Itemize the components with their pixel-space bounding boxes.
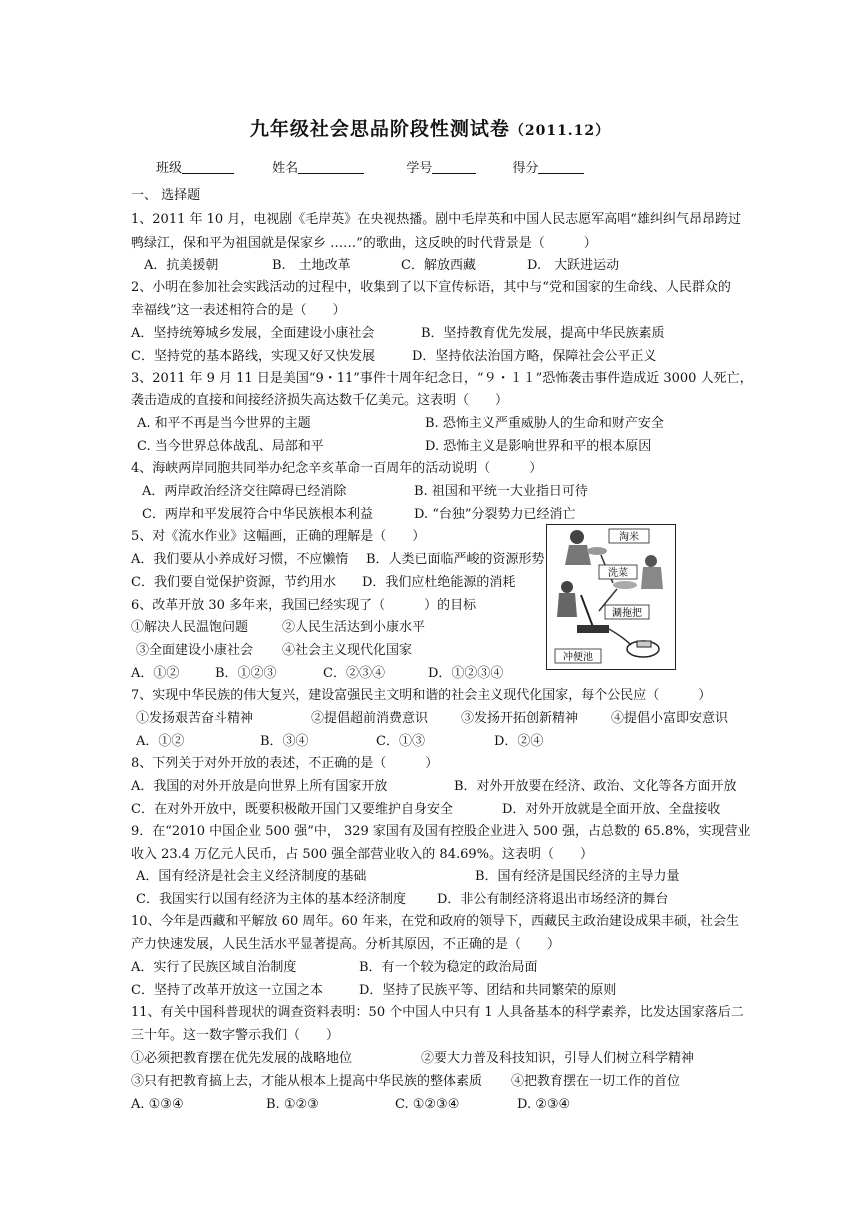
q7-stem-1: 7、实现中华民族的伟大复兴，建设富强民主文明和谐的社会主义现代化国家，每个公民应（ ） [131, 688, 712, 703]
class-field [156, 157, 234, 176]
q1-stem-2: 鸭绿江，保和平为祖国就是保家乡 ……”的歌曲，这反映的时代背景是（ ） [131, 236, 597, 251]
q6-item-4: ④社会主义现代化国家 [282, 643, 413, 658]
q8-option-b: B．对外开放要在经济、政治、文化等各方面开放 [454, 779, 737, 794]
q11-option-d: D. ②③④ [517, 1097, 571, 1112]
q9-option-d: D．非公有制经济将退出市场经济的舞台 [437, 892, 669, 907]
number-label: 学号 [406, 161, 433, 176]
title-text: 九年级社会思品阶段性测试卷 [249, 118, 510, 140]
q8-option-d: D．对外开放就是全面开放、全盘接收 [502, 802, 721, 817]
class-blank[interactable] [182, 161, 234, 174]
basin-1 [587, 547, 607, 555]
q7-item-3: ③发扬开拓创新精神 [461, 711, 579, 726]
q6-item-1: ①解决人民温饱问题 [131, 620, 249, 635]
water-stream-3 [609, 629, 631, 645]
q1-stem-1: 1、2011 年 10 月，电视剧《毛岸英》在央视热播。剧中毛岸英和中国人民志愿军高唱“雄纠纠气昂昂跨过 [131, 212, 741, 227]
q7-item-2: ②提倡超前消费意识 [311, 711, 429, 726]
q11-option-b: B. ①②③ [266, 1097, 319, 1112]
page-title [0, 114, 860, 141]
q11-item-3: ③只有把教育搞上去，才能从根本上提高中华民族的整体素质 [131, 1074, 483, 1089]
pic-label-3: 涮拖把 [612, 608, 642, 619]
q6-item-2: ②人民生活达到小康水平 [282, 620, 426, 635]
q8-option-c: C．在对外开放中，既要积极敞开国门又要维护自身安全 [131, 802, 453, 817]
q5-option-b: B．人类已面临严峻的资源形势 [366, 552, 545, 567]
q5-option-d: D．我们应杜绝能源的消耗 [362, 575, 516, 590]
q6-option-a: A．①② [131, 666, 180, 681]
person-head-3 [561, 581, 573, 593]
q4-option-c: C．两岸和平发展符合中华民族根本利益 [142, 507, 373, 522]
q6-stem-1: 6、改革开放 30 多年来，我国已经实现了（ ）的目标 [131, 598, 477, 613]
q5-option-a: A．我们要从小养成好习惯，不应懒惰 [131, 552, 349, 567]
q3-option-d: D. 恐怖主义是影响世界和平的根本原因 [425, 439, 652, 454]
q3-option-b: B. 恐怖主义严重威胁人的生命和财产安全 [425, 416, 664, 431]
q7-item-4: ④提倡小富即安意识 [611, 711, 729, 726]
q8-stem-1: 8、下列关于对外开放的表述，不正确的是（ ） [131, 756, 439, 771]
q4-option-b: B. 祖国和平统一大业指日可待 [414, 484, 588, 499]
q1-option-a: A．抗美援朝 [144, 258, 219, 273]
score-label: 得分 [512, 161, 539, 176]
q11-option-c: C. ①②③④ [395, 1097, 460, 1112]
person-body-2 [641, 567, 663, 589]
q10-option-b: B．有一个较为稳定的政治局面 [359, 960, 538, 975]
q6-option-b: B．①②③ [215, 666, 277, 681]
person-head-2 [645, 555, 657, 567]
q6-option-d: D．①②③④ [428, 666, 504, 681]
q7-option-c: C．①③ [376, 734, 425, 749]
q7-option-b: B．③④ [260, 734, 309, 749]
q8-option-a: A．我国的对外开放是向世界上所有国家开放 [131, 779, 388, 794]
q7-option-a: A．①② [136, 734, 185, 749]
q11-stem-1: 11、有关中国科普现状的调查资料表明：50 个中国人中只有 1 人具备基本的科学素养，比发达国家落后二 [131, 1005, 744, 1020]
title-year: （2011.12） [509, 123, 611, 139]
toilet-tank [637, 641, 651, 647]
person-body-1 [565, 545, 591, 565]
name-label: 姓名 [272, 161, 299, 176]
score-blank[interactable] [538, 161, 584, 174]
q7-option-d: D．②④ [494, 734, 544, 749]
q1-option-c: C．解放西藏 [401, 258, 476, 273]
q11-option-a: A. ①③④ [131, 1097, 184, 1112]
q9-option-a: A．国有经济是社会主义经济制度的基础 [136, 869, 367, 884]
q5-stem-1: 5、对《流水作业》这幅画，正确的理解是（ ） [131, 529, 426, 544]
person-head-1 [570, 530, 584, 544]
q10-option-c: C．坚持了改革开放这一立国之本 [131, 983, 323, 998]
q4-option-a: A．两岸政治经济交往障碍已经消除 [142, 484, 347, 499]
q9-option-c: C．我国实行以国有经济为主体的基本经济制度 [136, 892, 406, 907]
q11-item-1: ①必须把教育摆在优先发展的战略地位 [131, 1051, 353, 1066]
q10-stem-2: 产力快速发展，人民生活水平显著提高。分析其原因，不正确的是（ ） [131, 937, 561, 952]
q10-option-a: A．实行了民族区域自治制度 [131, 960, 297, 975]
q4-option-d: D. “台独”分裂势力已经消亡 [414, 507, 576, 522]
pic-label-4: 冲便池 [563, 652, 593, 663]
mop-handle [581, 595, 593, 627]
class-label: 班级 [156, 161, 183, 176]
pic-label-1: 淘米 [619, 532, 639, 543]
q11-stem-2: 三十年。这一数字警示我们（ ） [131, 1028, 340, 1043]
q6-item-3: ③全面建设小康社会 [136, 643, 254, 658]
q2-option-c: C．坚持党的基本路线，实现又好又快发展 [131, 349, 375, 364]
pic-label-2: 洗菜 [608, 568, 628, 579]
q3-option-a: A. 和平不再是当今世界的主题 [137, 416, 311, 431]
q2-option-b: B．坚持教育优先发展，提高中华民族素质 [421, 326, 665, 341]
q10-option-d: D．坚持了民族平等、团结和共同繁荣的原则 [359, 983, 617, 998]
number-field [406, 157, 476, 176]
q11-item-4: ④把教育摆在一切工作的首位 [511, 1074, 681, 1089]
name-blank[interactable] [298, 161, 364, 174]
basin-2 [613, 581, 637, 589]
q7-item-1: ①发扬艰苦奋斗精神 [136, 711, 254, 726]
q1-option-b: B. 土地改革 [272, 258, 351, 273]
bucket [577, 625, 609, 633]
cartoon-illustration [547, 525, 675, 669]
q11-item-2: ②要大力普及科技知识，引导人们树立科学精神 [421, 1051, 695, 1066]
q3-stem-2: 袭击造成的直接和间接经济损失高达数千亿美元。这表明（ ） [131, 393, 509, 408]
name-field [272, 157, 364, 176]
number-blank[interactable] [432, 161, 476, 174]
q6-option-c: C．②③④ [323, 666, 385, 681]
q2-option-a: A．坚持统筹城乡发展，全面建设小康社会 [131, 326, 375, 341]
q1-option-d: D. 大跃进运动 [527, 258, 620, 273]
water-flow-cartoon [546, 524, 676, 670]
q2-stem-1: 2、小明在参加社会实践活动的过程中，收集到了以下宣传标语，其中与“党和国家的生命线、人民群众的 [131, 280, 731, 295]
q9-stem-2: 收入 23.4 万亿元人民币，占 500 强全部营业收入的 84.69%。这表明（ ） [131, 847, 593, 862]
q5-option-c: C．我们要自觉保护资源，节约用水 [131, 575, 336, 590]
score-field [512, 157, 584, 176]
q9-option-b: B．国有经济是国民经济的主导力量 [475, 869, 680, 884]
section-heading: 一、 选择题 [131, 188, 201, 203]
student-info-row [156, 157, 584, 176]
q9-stem-1: 9．在“2010 中国企业 500 强”中， 329 家国有及国有控股企业进入 500 强，占总数的 65.8%，实现营业 [131, 824, 751, 839]
q10-stem-1: 10、今年是西藏和平解放 60 周年。60 年来，在党和政府的领导下，西藏民主政治建设成果丰硕，社会生 [131, 914, 740, 929]
person-body-3 [557, 593, 577, 617]
q4-stem-1: 4、海峡两岸同胞共同举办纪念辛亥革命一百周年的活动说明（ ） [131, 461, 543, 476]
q3-stem-1: 3、2011 年 9 月 11 日是美国“9・11”事件十周年纪念日，“９・１１”恐怖袭击事件造成近 3000 人死亡， [131, 371, 753, 386]
q3-option-c: C. 当今世界总体战乱、局部和平 [137, 439, 324, 454]
q2-stem-2: 幸福线”这一表述相符合的是（ ） [131, 303, 346, 318]
q2-option-d: D．坚持依法治国方略，保障社会公平正义 [412, 349, 657, 364]
